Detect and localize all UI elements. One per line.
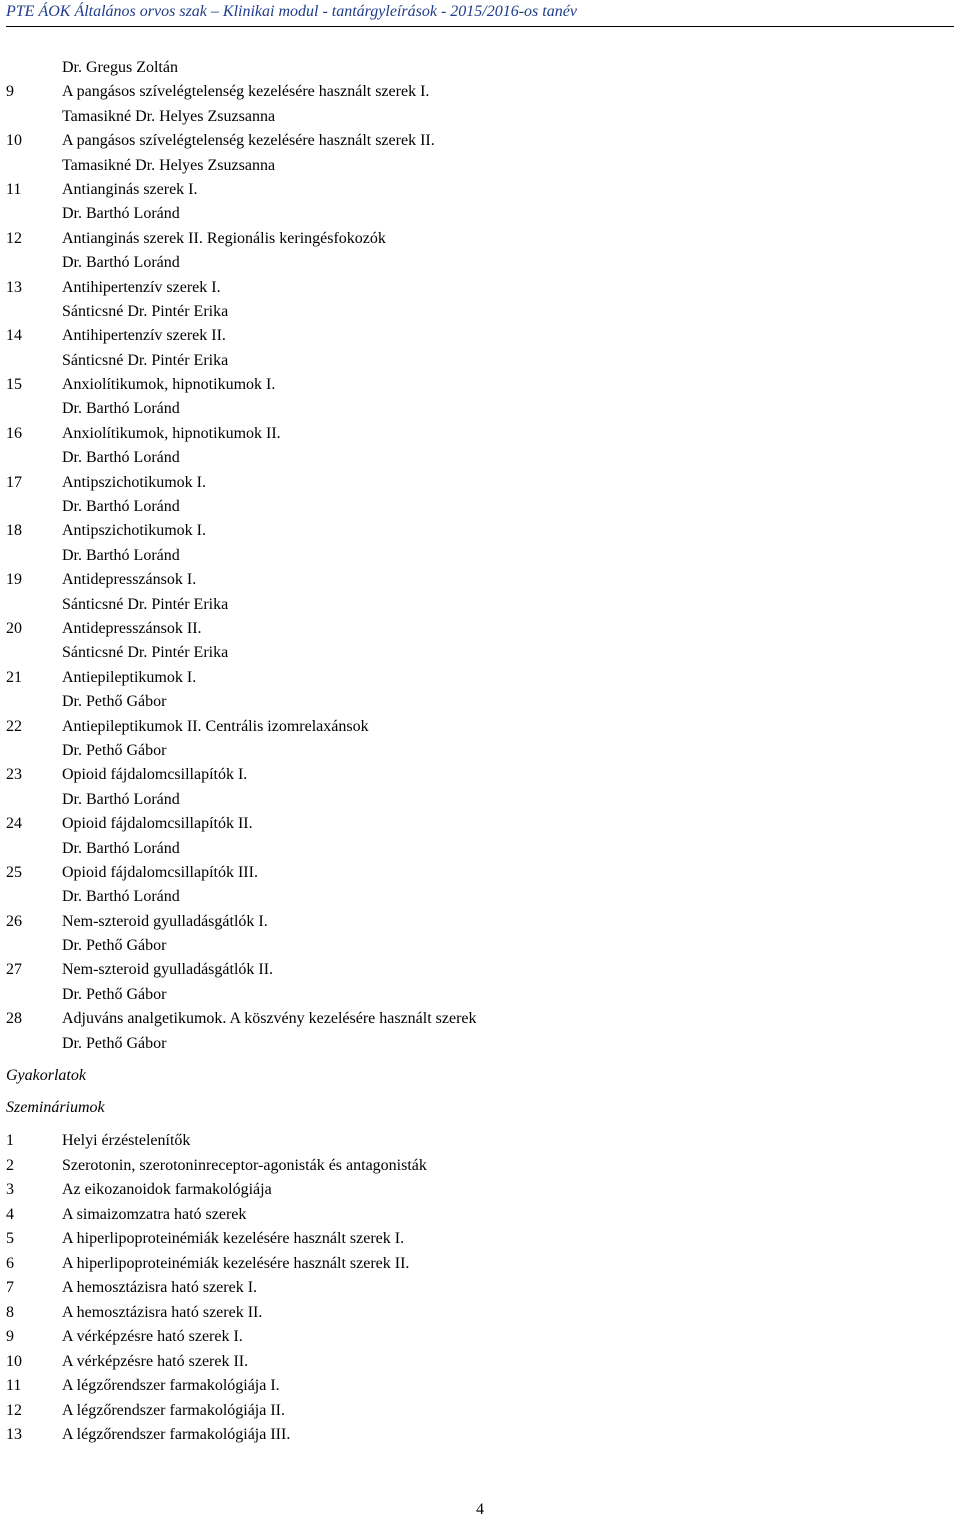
lecture-list — [0, 56, 960, 1056]
lecture-title: Antiepileptikumok I. — [62, 668, 197, 686]
lecture-item — [0, 617, 960, 666]
lecture-number: 14 — [6, 327, 22, 345]
seminar-title: A simaizomzatra ható szerek — [62, 1205, 247, 1223]
seminar-title: Szerotonin, szerotoninreceptor-agonisták és antagonisták — [62, 1156, 427, 1174]
lecture-number: 11 — [6, 180, 22, 198]
seminar-item — [0, 1350, 960, 1375]
seminar-title: A légzőrendszer farmakológiája III. — [62, 1426, 291, 1443]
lecture-lecturer: Dr. Pethő Gábor — [62, 741, 167, 759]
lecture-title-row — [0, 763, 960, 787]
lecture-number: 28 — [6, 1010, 22, 1028]
lecture-title: Antipszichotikumok I. — [62, 473, 206, 491]
lecture-lecturer: Dr. Gregus Zoltán — [62, 59, 178, 76]
lecture-item — [0, 910, 960, 959]
seminar-number: 5 — [6, 1230, 14, 1247]
lecture-title-row — [0, 617, 960, 641]
lecture-item — [0, 471, 960, 520]
lecture-number: 12 — [6, 229, 22, 247]
lecture-number: 25 — [6, 863, 22, 881]
seminar-number: 11 — [6, 1377, 22, 1394]
lecture-title: A pangásos szívelégtelenség kezelésére használt szerek II. — [62, 132, 435, 150]
seminar-number: 13 — [6, 1426, 22, 1443]
lecture-number: 16 — [6, 424, 22, 442]
lecture-lecturer: Sánticsné Dr. Pintér Erika — [62, 351, 229, 369]
seminar-item — [0, 1252, 960, 1277]
seminar-number: 2 — [6, 1156, 14, 1174]
lecture-lecturer: Dr. Barthó Loránd — [62, 400, 180, 418]
seminar-number: 6 — [6, 1254, 14, 1272]
lecture-title: Antiepileptikumok II. Centrális izomrelaxánsok — [62, 717, 369, 735]
seminar-number: 12 — [6, 1401, 22, 1419]
lecture-title: Antipszichotikumok I. — [62, 522, 206, 540]
lecture-title-row — [0, 324, 960, 348]
lecture-item — [0, 324, 960, 373]
seminar-item — [0, 1227, 960, 1252]
seminar-item — [0, 1423, 960, 1448]
lecture-title-row — [0, 471, 960, 495]
lecture-item — [0, 178, 960, 227]
lecture-title-row — [0, 812, 960, 836]
seminar-title: Helyi érzéstelenítők — [62, 1132, 191, 1149]
lecture-title: Antianginás szerek I. — [62, 180, 198, 198]
lecture-lecturer: Dr. Barthó Loránd — [62, 449, 180, 467]
lecture-item — [0, 129, 960, 178]
lecture-lecturer: Dr. Barthó Loránd — [62, 546, 180, 564]
seminar-title: A hemosztázisra ható szerek II. — [62, 1303, 263, 1321]
lecture-title: Antihipertenzív szerek II. — [62, 327, 226, 345]
seminar-item — [0, 1374, 960, 1399]
lecture-title-row — [0, 666, 960, 690]
section-heading-seminars: Szemináriumok — [6, 1099, 105, 1116]
lecture-lecturer: Dr. Pethő Gábor — [62, 693, 167, 711]
lecture-lecturer: Dr. Pethő Gábor — [62, 985, 167, 1003]
lecture-title-row — [0, 958, 960, 982]
page-header-title: PTE ÁOK Általános orvos szak – Klinikai modul - tantárgyleírások - 2015/2016-os tanév — [6, 3, 577, 20]
lecture-title-row — [0, 568, 960, 592]
lecture-item — [0, 276, 960, 325]
seminar-title: A hiperlipoproteinémiák kezelésére használt szerek II. — [62, 1254, 410, 1272]
lecture-item — [0, 227, 960, 276]
page-number: 4 — [476, 1501, 484, 1518]
lecture-lecturer: Sánticsné Dr. Pintér Erika — [62, 302, 229, 320]
lecture-title-row — [0, 422, 960, 446]
lecture-lecturer: Dr. Barthó Loránd — [62, 205, 180, 223]
lecture-item — [0, 373, 960, 422]
seminar-number: 1 — [6, 1132, 14, 1149]
seminar-number: 10 — [6, 1352, 22, 1370]
seminar-item — [0, 1129, 960, 1154]
lecture-title-row — [0, 861, 960, 885]
lecture-lecturer: Dr. Pethő Gábor — [62, 937, 167, 955]
lecture-item — [0, 519, 960, 568]
seminar-number: 9 — [6, 1328, 14, 1345]
lecture-item — [0, 1007, 960, 1056]
seminar-item — [0, 1154, 960, 1179]
lecture-title: Antianginás szerek II. Regionális keringésfokozók — [62, 229, 386, 247]
seminar-title: A hemosztázisra ható szerek I. — [62, 1279, 258, 1296]
lecture-lecturer: Tamasikné Dr. Helyes Zsuzsanna — [62, 107, 276, 125]
lecture-lecturer: Dr. Pethő Gábor — [62, 1034, 167, 1052]
lecture-lecturer: Dr. Barthó Loránd — [62, 888, 180, 906]
lecture-number: 24 — [6, 815, 22, 833]
seminar-number: 8 — [6, 1303, 14, 1321]
seminar-item — [0, 1325, 960, 1350]
lecture-item — [0, 958, 960, 1007]
lecture-item — [0, 715, 960, 764]
lecture-lecturer: Dr. Barthó Loránd — [62, 498, 180, 516]
lecture-title: Antihipertenzív szerek I. — [62, 278, 221, 296]
seminar-number: 4 — [6, 1205, 14, 1223]
seminar-item — [0, 1276, 960, 1301]
lecture-number: 26 — [6, 912, 22, 930]
lecture-title: Anxiolítikumok, hipnotikumok II. — [62, 424, 281, 442]
lecture-item — [0, 666, 960, 715]
seminar-list — [0, 1129, 960, 1448]
lecture-title: Nem-szteroid gyulladásgátlók II. — [62, 961, 274, 979]
lecture-title: Opioid fájdalomcsillapítók I. — [62, 766, 248, 784]
lecture-number: 27 — [6, 961, 22, 979]
lecture-item — [0, 861, 960, 910]
lecture-number: 19 — [6, 571, 22, 589]
lecture-lecturer: Dr. Barthó Loránd — [62, 254, 180, 272]
seminar-item — [0, 1399, 960, 1424]
lecture-title: Anxiolítikumok, hipnotikumok I. — [62, 376, 276, 394]
seminar-number: 3 — [6, 1181, 14, 1198]
seminar-item — [0, 1301, 960, 1326]
lecture-lecturer: Tamasikné Dr. Helyes Zsuzsanna — [62, 156, 276, 174]
lecture-lecturer: Dr. Barthó Loránd — [62, 790, 180, 808]
lecture-title: Nem-szteroid gyulladásgátlók I. — [62, 912, 268, 930]
lecture-title-row — [0, 715, 960, 739]
lecture-title-row — [0, 227, 960, 251]
page-header — [6, 2, 954, 27]
lecture-title: Antidepresszánsok II. — [62, 619, 202, 637]
lecture-title-row — [0, 80, 960, 104]
lecture-number: 15 — [6, 376, 22, 394]
lecture-item — [0, 422, 960, 471]
lecture-lecturer: Dr. Barthó Loránd — [62, 839, 180, 857]
seminar-title: A légzőrendszer farmakológiája I. — [62, 1377, 280, 1394]
lecture-lecturer: Sánticsné Dr. Pintér Erika — [62, 595, 229, 613]
section-heading-practicals: Gyakorlatok — [6, 1067, 86, 1084]
seminar-title: A légzőrendszer farmakológiája II. — [62, 1401, 286, 1419]
lecture-number: 9 — [6, 83, 14, 101]
lecture-title: Opioid fájdalomcsillapítók III. — [62, 863, 258, 881]
seminar-item — [0, 1178, 960, 1203]
lecture-number: 20 — [6, 619, 22, 637]
lecture-number: 22 — [6, 717, 22, 735]
seminar-number: 7 — [6, 1279, 14, 1296]
lecture-title-row — [0, 276, 960, 300]
lecture-number: 18 — [6, 522, 22, 540]
lecture-item — [0, 80, 960, 129]
lecture-title-row — [0, 373, 960, 397]
lecture-title: A pangásos szívelégtelenség kezelésére használt szerek I. — [62, 83, 430, 101]
lecture-title: Antidepresszánsok I. — [62, 571, 197, 589]
lecture-number: 21 — [6, 668, 22, 686]
lecture-title-row — [0, 178, 960, 202]
lecture-title-row — [0, 910, 960, 934]
lecture-title: Opioid fájdalomcsillapítók II. — [62, 815, 253, 833]
lecture-number: 17 — [6, 473, 22, 491]
lecture-title-row — [0, 519, 960, 543]
lecture-item — [0, 763, 960, 812]
lecture-number: 10 — [6, 132, 22, 150]
seminar-title: Az eikozanoidok farmakológiája — [62, 1181, 272, 1198]
seminar-title: A vérképzésre ható szerek II. — [62, 1352, 249, 1370]
seminar-item — [0, 1203, 960, 1228]
lecture-item — [0, 568, 960, 617]
seminar-title: A hiperlipoproteinémiák kezelésére használt szerek I. — [62, 1230, 405, 1247]
seminar-title: A vérképzésre ható szerek I. — [62, 1328, 243, 1345]
lecture-lecturer: Sánticsné Dr. Pintér Erika — [62, 644, 229, 662]
lecture-title-row — [0, 1007, 960, 1031]
lecture-title: Adjuváns analgetikumok. A köszvény kezelésére használt szerek — [62, 1010, 477, 1028]
lecture-number: 23 — [6, 766, 22, 784]
lecture-item — [0, 812, 960, 861]
lecture-title-row — [0, 129, 960, 153]
lecture-number: 13 — [6, 278, 22, 296]
